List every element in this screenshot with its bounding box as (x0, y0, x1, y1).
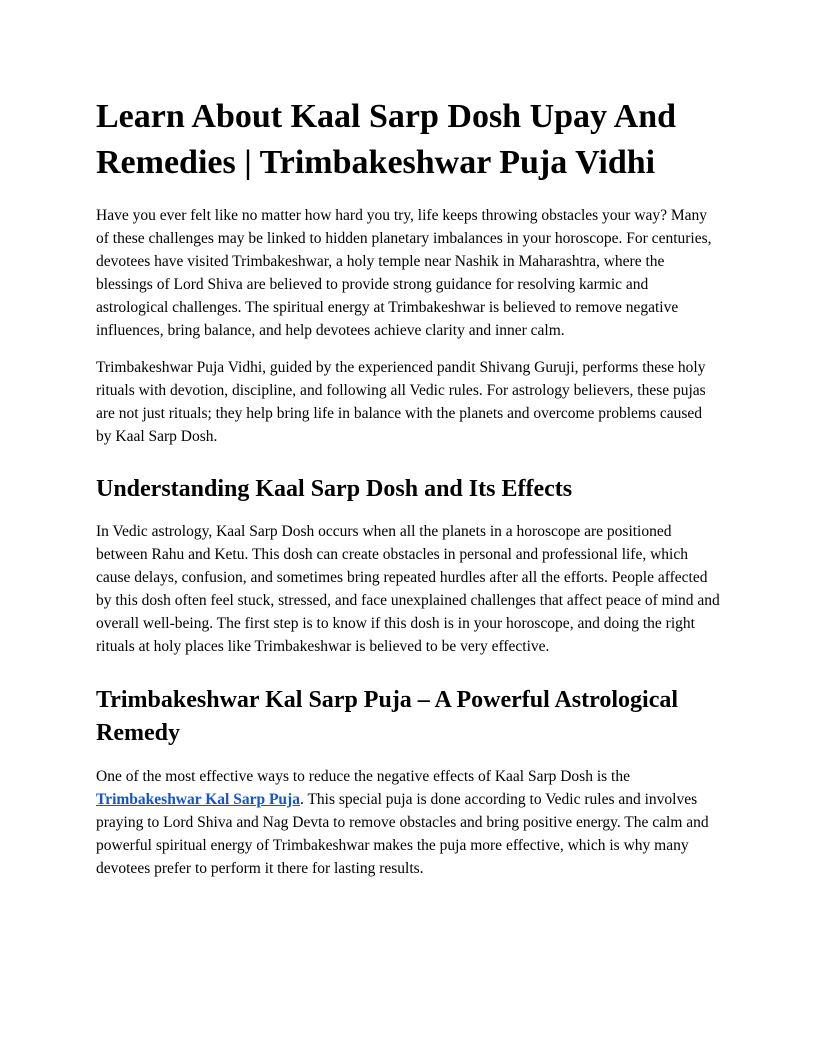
intro-paragraph: Have you ever felt like no matter how hard you try, life keeps throwing obstacles your way? Many of these challenges may be linked to hidden planetary imbalances in your horoscope. For centuries, devotees have visited Trimbakeshwar, a holy temple near Nashik in Maharashtra, where the blessings of Lord Shiva are believed to provide strong guidance for resolving karmic and astrological challenges. The spiritual energy at Trimbakeshwar is believed to remove negative influences, bring balance, and help devotees achieve clarity and inner calm. (96, 207, 712, 339)
page-title: Learn About Kaal Sarp Dosh Upay And Remedies | Trimbakeshwar Puja Vidhi (96, 98, 677, 181)
kal-sarp-puja-link[interactable]: Trimbakeshwar Kal Sarp Puja (96, 791, 300, 808)
paragraph-text: . This special puja is done according to Vedic rules and involves praying to Lord Shiva and Nag Devta to remove obstacles and bring positive energy. The calm and powerful spiritual energy of Trimbakeshwar makes the puja more effective, which is why many devotees prefer to perform it there for lasting results. (96, 791, 709, 877)
intro-paragraph: Trimbakeshwar Puja Vidhi, guided by the experienced pandit Shivang Guruji, performs these holy rituals with devotion, discipline, and following all Vedic rules. For astrology believers, these pujas are not just rituals; they help bring life in balance with the planets and overcome problems caused by Kaal Sarp Dosh. (96, 359, 706, 445)
section-paragraph (96, 765, 720, 880)
paragraph-text: One of the most effective ways to reduce the negative effects of Kaal Sarp Dosh is the (96, 768, 630, 785)
section-heading-kal-sarp-puja: Trimbakeshwar Kal Sarp Puja – A Powerful Astrological Remedy (96, 687, 679, 746)
section-heading-understanding: Understanding Kaal Sarp Dosh and Its Effects (96, 476, 573, 502)
section-paragraph: In Vedic astrology, Kaal Sarp Dosh occurs when all the planets in a horoscope are positioned between Rahu and Ketu. This dosh can create obstacles in personal and professional life, which cause delays, confusion, and sometimes bring repeated hurdles after all the efforts. People affected by this dosh often feel stuck, stressed, and face unexplained challenges that affect peace of mind and overall well-being. The first step is to know if this dosh is in your horoscope, and doing the right rituals at holy places like Trimbakeshwar is believed to be very effective. (96, 523, 720, 655)
document-page (96, 94, 720, 893)
